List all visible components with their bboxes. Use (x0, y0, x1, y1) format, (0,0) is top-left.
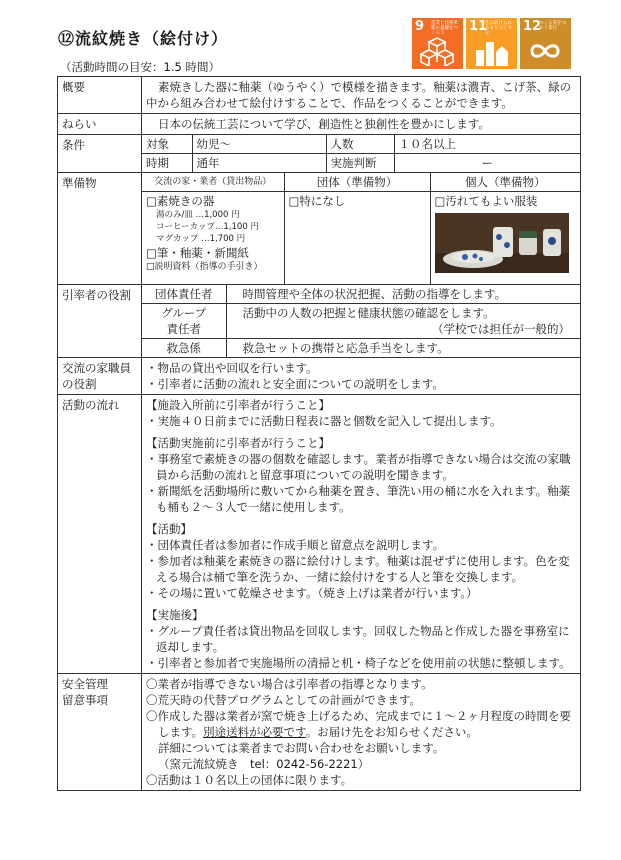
overview-text: 素焼きした器に釉薬（ゆうやく）で模様を描きます。釉薬は濃青、こげ茶、緑の中から組み合わせて絵付けすることで、作品をつくることができます。 (142, 77, 581, 114)
cubes-icon (420, 36, 454, 66)
row-preparations (58, 173, 581, 285)
row-leader-roles (58, 284, 581, 357)
judgement-label: 実施判断 (326, 154, 394, 173)
staff-roles-text: ・物品の貸出や回収を行います。 ・引率者に活動の流れと安全面についての説明をします。 (142, 357, 581, 394)
row-conditions (58, 135, 581, 173)
individual-item-clothes: □汚れてもよい服装 (434, 194, 538, 208)
label-safety: 安全管理 留意事項 (58, 673, 142, 790)
season-value: 通年 (192, 154, 326, 173)
label-overview: 概要 (58, 77, 142, 114)
activity-flow-text (142, 394, 581, 673)
bisque-ware-item: □素焼きの器 (146, 194, 215, 208)
individual-header: 個人（準備物） (430, 173, 580, 192)
buildings-icon (474, 36, 508, 66)
group-item-none: □特になし (288, 194, 346, 208)
flow-section-after: 【実施後】 ・グループ責任者は貸出物品を回収します。回収した物品と作成した器を事務室に返却します。 ・引率者と参加者で実施場所の清掃と机・椅子などを使用前の状態に整頓します。 (146, 607, 571, 670)
target-value: 幼児～ (192, 135, 326, 154)
price-mug: マグカップ …1,700 円 (156, 234, 246, 244)
role-group-leader: 団体責任者 (142, 285, 226, 304)
role-first-aid-text: 救急セットの携帯と応急手当をします。 (226, 338, 580, 357)
season-label: 時期 (142, 154, 192, 173)
row-aim (58, 114, 581, 135)
individual-items (430, 192, 580, 284)
manual-item: □説明資料（指導の手引き） (146, 262, 263, 272)
activity-time: （活動時間の目安：1.5 時間） (60, 60, 220, 74)
flow-section-activity: 【活動】 ・団体責任者は参加者に作成手順と留意点を説明します。 ・参加者は釉薬を素焼きの器に絵付けします。釉薬は混ぜずに使用します。色を変える場合は桶で筆を洗うか、一緒に絵付けをする人と筆を交換します。 ・その場に置いて乾燥させます。（焼き上げは業者が行います。） (146, 521, 570, 600)
row-staff-roles (58, 357, 581, 394)
flow-section-before-arrival: 【施設入所前に引率者が行うこと】 ・実施４０日前までに活動日程表に器と個数を記入して提出します。 (146, 397, 502, 428)
role-unit-leader: グループ 責任者 (142, 303, 226, 338)
shipping-note: 〇作成した器は業者が窯で焼き上げるため、完成までに１～２ヶ月程度の時間を要します。別途送料が必要です。お届け先をお知らせください。 (146, 708, 572, 739)
row-overview (58, 77, 581, 114)
label-aim: ねらい (58, 114, 142, 135)
activity-table (57, 76, 581, 791)
leader-roles-table (142, 285, 580, 357)
judgement-value: ー (394, 154, 580, 173)
label-leader-roles: 引率者の役割 (58, 284, 142, 357)
conditions-table (142, 135, 580, 172)
safety-text: 〇業者が指導できない場合は引率者の指導となります。 〇荒天時の代替プログラムとしての計画ができます。 〇作成した器は業者が窯で焼き上げるため、完成までに１～２ヶ月程度の時間を要します。別途送料が必要です。お届け先をお知らせください。 詳細については業者までお問い合わせをお願いします。 （窯元流紋焼き tel：0242-56-2221） 〇活動は１０名以上の団体に限ります。 (142, 673, 581, 790)
label-conditions: 条件 (58, 135, 142, 173)
group-items (284, 192, 430, 284)
row-activity-flow (58, 394, 581, 673)
contact-phone: （窯元流紋焼き tel：0242-56-2221） (158, 756, 370, 771)
label-staff-roles: 交流の家職員 の役割 (58, 357, 142, 394)
role-group-leader-text: 時間管理や全体の状況把握、活動の指導をします。 (226, 285, 580, 304)
label-activity-flow: 活動の流れ (58, 394, 142, 673)
target-label: 対象 (142, 135, 192, 154)
price-cup-plate: 湯のみ/皿 …1,000 円 (156, 210, 240, 220)
role-first-aid: 救急係 (142, 338, 226, 357)
sdg-9-icon: 9 産業と技術革新の基盤をつくろう (412, 18, 463, 69)
headcount-value: １０名以上 (394, 135, 580, 154)
lender-items (142, 192, 284, 284)
headcount-label: 人数 (326, 135, 394, 154)
lender-header: 交流の家・業者（貸出物品） (142, 173, 284, 192)
sdg-icons (412, 18, 571, 69)
label-preparations: 準備物 (58, 173, 142, 285)
preparations-table (142, 173, 580, 284)
sdg-11-icon: 11 住み続けられるまちづくりを (466, 18, 517, 69)
aim-text: 日本の伝統工芸について学び、創造性と独創性を豊かにします。 (142, 114, 581, 135)
brush-glaze-item: □筆・釉薬・新聞紙 (146, 246, 249, 260)
row-safety (58, 673, 581, 790)
flow-section-before-activity: 【活動実施前に引率者が行うこと】 ・事務室で素焼きの器の個数を確認します。業者が指導できない場合は交流の家職員から活動の流れと留意事項についての説明を聞きます。 ・新聞紙を活動場所に敷いてから釉薬を置き、筆洗い用の桶に水を入れます。釉薬も桶も２～３人で一緒に使用します。 (146, 435, 571, 514)
pottery-photo (435, 213, 569, 273)
price-coffee-cup: コーヒーカップ…1,100 円 (156, 222, 259, 232)
sdg-12-icon: 12 つくる責任つかう責任 (520, 18, 571, 69)
group-header: 団体（準備物） (284, 173, 430, 192)
page-title: ⑫流紋焼き（絵付け） (58, 29, 229, 48)
role-unit-leader-text: 活動中の人数の把握と健康状態の確認をします。 （学校では担任が一般的） (226, 303, 580, 338)
infinity-icon (528, 36, 562, 66)
